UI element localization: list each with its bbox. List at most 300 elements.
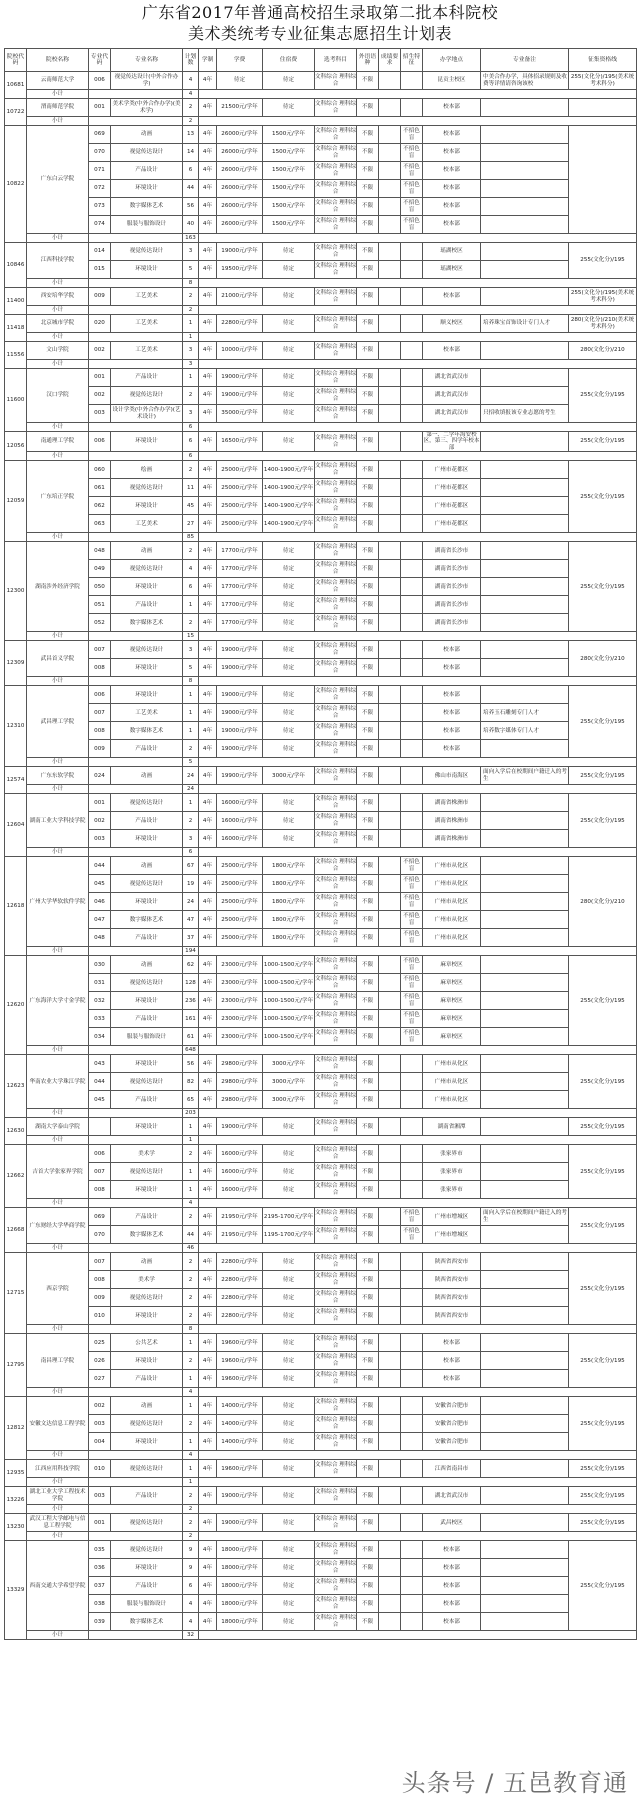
tuition: 16000元/学年	[217, 1181, 263, 1199]
major-name: 环境设计	[111, 830, 183, 848]
plan-count: 6	[183, 432, 199, 452]
major-name: 环境设计	[111, 1352, 183, 1370]
major-name: 环境设计	[111, 180, 183, 198]
housing-fee: 2195-1700元/学年	[263, 1208, 315, 1226]
major-name: 产品设计	[111, 596, 183, 614]
enroll-feature	[401, 686, 423, 704]
major-code: 043	[89, 1055, 111, 1073]
language: 不限	[357, 767, 379, 785]
major-code: 033	[89, 1010, 111, 1028]
column-header: 专业备注	[481, 49, 569, 72]
score-req	[379, 1208, 401, 1226]
campus: 校本部	[423, 180, 481, 198]
qualification-line	[569, 99, 637, 117]
duration: 4年	[199, 1253, 217, 1271]
major-notes	[481, 432, 569, 452]
major-code: 048	[89, 542, 111, 560]
table-row	[5, 929, 637, 947]
major-notes	[481, 198, 569, 216]
qualification-line: 280(文化分)/210	[569, 342, 637, 360]
campus: 张家界市	[423, 1163, 481, 1181]
major-code: 014	[89, 243, 111, 261]
score-req	[379, 1028, 401, 1046]
campus: 广州市从化区	[423, 1073, 481, 1091]
language: 不限	[357, 929, 379, 947]
major-name: 产品设计	[111, 1370, 183, 1388]
exam-subjects: 文科综合 理科综合	[315, 1613, 357, 1631]
column-header: 选考科目	[315, 49, 357, 72]
empty-cell	[199, 1325, 637, 1334]
housing-fee: 待定	[263, 641, 315, 659]
duration: 4年	[199, 956, 217, 974]
exam-subjects: 文科综合 理科综合	[315, 686, 357, 704]
language: 不限	[357, 1163, 379, 1181]
subtotal-row	[5, 360, 637, 369]
major-notes	[481, 1307, 569, 1325]
campus: 校本部	[423, 198, 481, 216]
major-name: 产品设计	[111, 1577, 183, 1595]
enroll-feature	[401, 72, 423, 90]
duration: 4年	[199, 1163, 217, 1181]
enroll-feature	[401, 596, 423, 614]
tuition: 19000元/学年	[217, 659, 263, 677]
language: 不限	[357, 479, 379, 497]
language: 不限	[357, 198, 379, 216]
school-code: 12618	[5, 857, 27, 956]
exam-subjects: 文科综合 理科综合	[315, 1181, 357, 1199]
subtotal-label: 小计	[27, 1478, 89, 1487]
major-notes	[481, 1370, 569, 1388]
housing-fee: 1500元/学年	[263, 216, 315, 234]
exam-subjects: 文科综合 理科综合	[315, 1514, 357, 1532]
language: 不限	[357, 1253, 379, 1271]
duration: 4年	[199, 126, 217, 144]
campus: 广州市从化区	[423, 893, 481, 911]
duration: 4年	[199, 1010, 217, 1028]
plan-count: 2	[183, 1208, 199, 1226]
housing-fee: 1500元/学年	[263, 126, 315, 144]
plan-count: 1	[183, 1181, 199, 1199]
language: 不限	[357, 126, 379, 144]
school-name: 南通理工学院	[27, 432, 89, 452]
enroll-feature	[401, 812, 423, 830]
major-name: 工艺美术	[111, 288, 183, 306]
school-name: 吉首大学张家界学院	[27, 1145, 89, 1199]
exam-subjects: 文科综合 理科综合	[315, 641, 357, 659]
language: 不限	[357, 162, 379, 180]
major-code: 008	[89, 1181, 111, 1199]
subtotal-label: 小计	[27, 306, 89, 315]
score-req	[379, 875, 401, 893]
exam-subjects: 文科综合 理科综合	[315, 794, 357, 812]
campus: 安徽省合肥市	[423, 1433, 481, 1451]
table-row	[5, 857, 637, 875]
table-row	[5, 767, 637, 785]
score-req	[379, 315, 401, 333]
plan-count: 24	[183, 893, 199, 911]
qualification-line: 255(文化分)/195	[569, 1145, 637, 1199]
language: 不限	[357, 1613, 379, 1631]
plan-count: 1	[183, 686, 199, 704]
duration: 4年	[199, 1613, 217, 1631]
plan-count: 62	[183, 956, 199, 974]
major-name: 环境设计	[111, 261, 183, 279]
exam-subjects: 文科综合 理科综合	[315, 1595, 357, 1613]
housing-fee: 1500元/学年	[263, 144, 315, 162]
empty-cell	[199, 1388, 637, 1397]
score-req	[379, 1397, 401, 1415]
table-row	[5, 1334, 637, 1352]
duration: 4年	[199, 1397, 217, 1415]
major-code: 044	[89, 1073, 111, 1091]
table-row	[5, 405, 637, 423]
empty-cell	[199, 1532, 637, 1541]
language: 不限	[357, 740, 379, 758]
major-code: 001	[89, 369, 111, 387]
major-name: 环境设计	[111, 686, 183, 704]
subtotal-row	[5, 1199, 637, 1208]
plan-count: 3	[183, 830, 199, 848]
subtotal-label: 小计	[27, 1136, 89, 1145]
qualification-line: 255(文化分)/195	[569, 1514, 637, 1532]
table-row	[5, 1514, 637, 1532]
major-notes	[481, 1541, 569, 1559]
major-notes	[481, 1163, 569, 1181]
duration: 4年	[199, 1208, 217, 1226]
major-code: 015	[89, 261, 111, 279]
subtotal-row	[5, 1136, 637, 1145]
score-req	[379, 794, 401, 812]
subtotal-label: 小计	[27, 1631, 89, 1640]
empty-cell	[89, 360, 183, 369]
enroll-feature: 不招色盲	[401, 929, 423, 947]
major-notes	[481, 596, 569, 614]
subtotal-value: 4	[183, 1451, 199, 1460]
campus: 武昌校区	[423, 1514, 481, 1532]
language: 不限	[357, 560, 379, 578]
campus: 广州市花都区	[423, 515, 481, 533]
score-req	[379, 893, 401, 911]
tuition: 29800元/学年	[217, 1055, 263, 1073]
tuition: 23000元/学年	[217, 974, 263, 992]
tuition: 17700元/学年	[217, 560, 263, 578]
exam-subjects: 文科综合 理科综合	[315, 369, 357, 387]
tuition: 14000元/学年	[217, 1433, 263, 1451]
school-code: 12935	[5, 1460, 27, 1487]
major-name: 环境设计	[111, 578, 183, 596]
school-code: 11418	[5, 315, 27, 342]
tuition: 19500元/学年	[217, 261, 263, 279]
school-code: 12715	[5, 1253, 27, 1334]
subtotal-label: 小计	[27, 1109, 89, 1118]
plan-count: 2	[183, 1487, 199, 1505]
housing-fee: 1400-1900元/学年	[263, 479, 315, 497]
major-notes	[481, 1514, 569, 1532]
table-row	[5, 1307, 637, 1325]
score-req	[379, 461, 401, 479]
major-name: 视觉传达设计	[111, 479, 183, 497]
major-code: 001	[89, 99, 111, 117]
subtotal-label: 小计	[27, 947, 89, 956]
empty-cell	[89, 1505, 183, 1514]
school-name: 武昌理工学院	[27, 686, 89, 758]
major-notes	[481, 1613, 569, 1631]
major-code: 073	[89, 198, 111, 216]
plan-count: 2	[183, 461, 199, 479]
campus: 安徽省合肥市	[423, 1415, 481, 1433]
score-req	[379, 1073, 401, 1091]
duration: 4年	[199, 1028, 217, 1046]
table-row	[5, 641, 637, 659]
table-row	[5, 342, 637, 360]
duration: 4年	[199, 288, 217, 306]
empty-cell	[89, 1244, 183, 1253]
enroll-feature	[401, 1253, 423, 1271]
empty-cell	[199, 677, 637, 686]
exam-subjects: 文科综合 理科综合	[315, 1559, 357, 1577]
language: 不限	[357, 432, 379, 452]
duration: 4年	[199, 830, 217, 848]
language: 不限	[357, 722, 379, 740]
table-row	[5, 216, 637, 234]
major-notes	[481, 659, 569, 677]
tuition: 19000元/学年	[217, 641, 263, 659]
score-req	[379, 369, 401, 387]
duration: 4年	[199, 686, 217, 704]
housing-fee: 待定	[263, 812, 315, 830]
plan-count: 56	[183, 1055, 199, 1073]
exam-subjects: 文科综合 理科综合	[315, 1208, 357, 1226]
exam-subjects: 文科综合 理科综合	[315, 243, 357, 261]
score-req	[379, 1055, 401, 1073]
campus: 麻章校区	[423, 1010, 481, 1028]
score-req	[379, 740, 401, 758]
language: 不限	[357, 875, 379, 893]
housing-fee: 待定	[263, 560, 315, 578]
major-name: 视觉传达设计	[111, 560, 183, 578]
qualification-line: 280(文化分)/210(美术统考术科分)	[569, 315, 637, 333]
housing-fee: 3000元/学年	[263, 767, 315, 785]
score-req	[379, 162, 401, 180]
score-req	[379, 911, 401, 929]
major-code: 009	[89, 288, 111, 306]
table-row	[5, 722, 637, 740]
score-req	[379, 560, 401, 578]
table-row	[5, 542, 637, 560]
tuition: 18000元/学年	[217, 1595, 263, 1613]
housing-fee: 待定	[263, 596, 315, 614]
empty-cell	[199, 333, 637, 342]
major-code: 039	[89, 1613, 111, 1631]
plan-count: 67	[183, 857, 199, 875]
subtotal-label: 小计	[27, 279, 89, 288]
language: 不限	[357, 956, 379, 974]
subtotal-row	[5, 1532, 637, 1541]
major-name: 视觉传达设计	[111, 641, 183, 659]
enroll-feature	[401, 243, 423, 261]
housing-fee: 待定	[263, 1370, 315, 1388]
enroll-feature	[401, 767, 423, 785]
major-name: 工艺美术	[111, 315, 183, 333]
exam-subjects: 文科综合 理科综合	[315, 1541, 357, 1559]
major-name: 视觉传达设计	[111, 1163, 183, 1181]
empty-cell	[89, 117, 183, 126]
major-code: 069	[89, 1208, 111, 1226]
housing-fee: 待定	[263, 261, 315, 279]
subtotal-value: 2	[183, 117, 199, 126]
table-row	[5, 1010, 637, 1028]
table-row	[5, 1577, 637, 1595]
column-header: 成绩要求	[379, 49, 401, 72]
enroll-feature	[401, 1118, 423, 1136]
plan-count: 161	[183, 1010, 199, 1028]
subtotal-label: 小计	[27, 1505, 89, 1514]
duration: 4年	[199, 1460, 217, 1478]
campus: 校本部	[423, 1334, 481, 1352]
major-name: 动画	[111, 1397, 183, 1415]
major-name: 产品设计	[111, 812, 183, 830]
major-name: 工艺美术	[111, 342, 183, 360]
duration: 4年	[199, 812, 217, 830]
subtotal-value: 1	[183, 1136, 199, 1145]
enroll-feature: 不招色盲	[401, 911, 423, 929]
tuition: 17700元/学年	[217, 614, 263, 632]
major-name: 产品设计	[111, 1091, 183, 1109]
empty-cell	[89, 1478, 183, 1487]
table-row	[5, 596, 637, 614]
tuition: 25000元/学年	[217, 911, 263, 929]
score-req	[379, 659, 401, 677]
enroll-feature	[401, 641, 423, 659]
exam-subjects: 文科综合 理科综合	[315, 1433, 357, 1451]
subtotal-row	[5, 333, 637, 342]
duration: 4年	[199, 1370, 217, 1388]
major-code: 048	[89, 929, 111, 947]
table-body	[5, 72, 637, 1640]
subtotal-row	[5, 758, 637, 767]
tuition: 21950元/学年	[217, 1226, 263, 1244]
qualification-line: 255(文化分)/195	[569, 794, 637, 848]
tuition: 19000元/学年	[217, 1514, 263, 1532]
score-req	[379, 578, 401, 596]
major-code: 002	[89, 812, 111, 830]
housing-fee: 待定	[263, 1433, 315, 1451]
housing-fee: 待定	[263, 578, 315, 596]
major-notes	[481, 1271, 569, 1289]
campus: 麻章校区	[423, 1028, 481, 1046]
housing-fee: 待定	[263, 1334, 315, 1352]
table-row	[5, 288, 637, 306]
language: 不限	[357, 911, 379, 929]
school-name: 湖北工业大学工程技术学院	[27, 1487, 89, 1505]
empty-cell	[89, 306, 183, 315]
empty-cell	[199, 360, 637, 369]
major-name: 视觉传达设计	[111, 794, 183, 812]
score-req	[379, 243, 401, 261]
language: 不限	[357, 1118, 379, 1136]
exam-subjects: 文科综合 理科综合	[315, 722, 357, 740]
exam-subjects: 文科综合 理科综合	[315, 1073, 357, 1091]
major-notes	[481, 1253, 569, 1271]
campus: 麻章校区	[423, 974, 481, 992]
score-req	[379, 1163, 401, 1181]
campus: 张家界市	[423, 1145, 481, 1163]
major-name: 环境设计	[111, 1181, 183, 1199]
major-notes	[481, 1289, 569, 1307]
plan-count: 5	[183, 261, 199, 279]
school-name: 华南农业大学珠江学院	[27, 1055, 89, 1109]
empty-cell	[199, 758, 637, 767]
language: 不限	[357, 515, 379, 533]
plan-count: 2	[183, 1145, 199, 1163]
exam-subjects: 文科综合 理科综合	[315, 461, 357, 479]
duration: 4年	[199, 1307, 217, 1325]
major-name: 动画	[111, 542, 183, 560]
language: 不限	[357, 1271, 379, 1289]
qualification-line: 255(文化分)/195	[569, 1397, 637, 1451]
plan-count: 4	[183, 1595, 199, 1613]
language: 不限	[357, 1577, 379, 1595]
table-row	[5, 1613, 637, 1631]
housing-fee: 3000元/学年	[263, 1055, 315, 1073]
major-name: 美术学类(中外合作办学)(美术学)	[111, 99, 183, 117]
subtotal-value: 2	[183, 1532, 199, 1541]
table-row	[5, 1415, 637, 1433]
tuition: 26000元/学年	[217, 144, 263, 162]
major-code: 030	[89, 956, 111, 974]
language: 不限	[357, 243, 379, 261]
major-notes	[481, 857, 569, 875]
major-name: 环境设计	[111, 659, 183, 677]
subtotal-value: 194	[183, 947, 199, 956]
score-req	[379, 479, 401, 497]
major-code: 003	[89, 405, 111, 423]
tuition: 22800元/学年	[217, 1253, 263, 1271]
language: 不限	[357, 261, 379, 279]
enroll-feature	[401, 1514, 423, 1532]
major-notes	[481, 342, 569, 360]
tuition: 25000元/学年	[217, 515, 263, 533]
housing-fee: 1400-1900元/学年	[263, 461, 315, 479]
table-row	[5, 369, 637, 387]
subtotal-row	[5, 1046, 637, 1055]
tuition: 29800元/学年	[217, 1091, 263, 1109]
enroll-feature	[401, 1352, 423, 1370]
major-notes	[481, 974, 569, 992]
plan-count: 2	[183, 1271, 199, 1289]
enroll-feature	[401, 1334, 423, 1352]
qualification-line: 255(文化分)/195	[569, 1541, 637, 1631]
empty-cell	[89, 533, 183, 542]
tuition: 17700元/学年	[217, 542, 263, 560]
major-code: 050	[89, 578, 111, 596]
tuition: 18000元/学年	[217, 1613, 263, 1631]
plan-count: 1	[183, 1118, 199, 1136]
language: 不限	[357, 1397, 379, 1415]
subtotal-value: 85	[183, 533, 199, 542]
enroll-feature	[401, 722, 423, 740]
enroll-feature	[401, 1541, 423, 1559]
column-header: 招生特征	[401, 49, 423, 72]
table-row	[5, 875, 637, 893]
enroll-feature	[401, 1397, 423, 1415]
exam-subjects: 文科综合 理科综合	[315, 1118, 357, 1136]
campus: 广州市从化区	[423, 875, 481, 893]
language: 不限	[357, 1514, 379, 1532]
major-notes	[481, 1334, 569, 1352]
major-code: 026	[89, 1352, 111, 1370]
housing-fee: 待定	[263, 830, 315, 848]
